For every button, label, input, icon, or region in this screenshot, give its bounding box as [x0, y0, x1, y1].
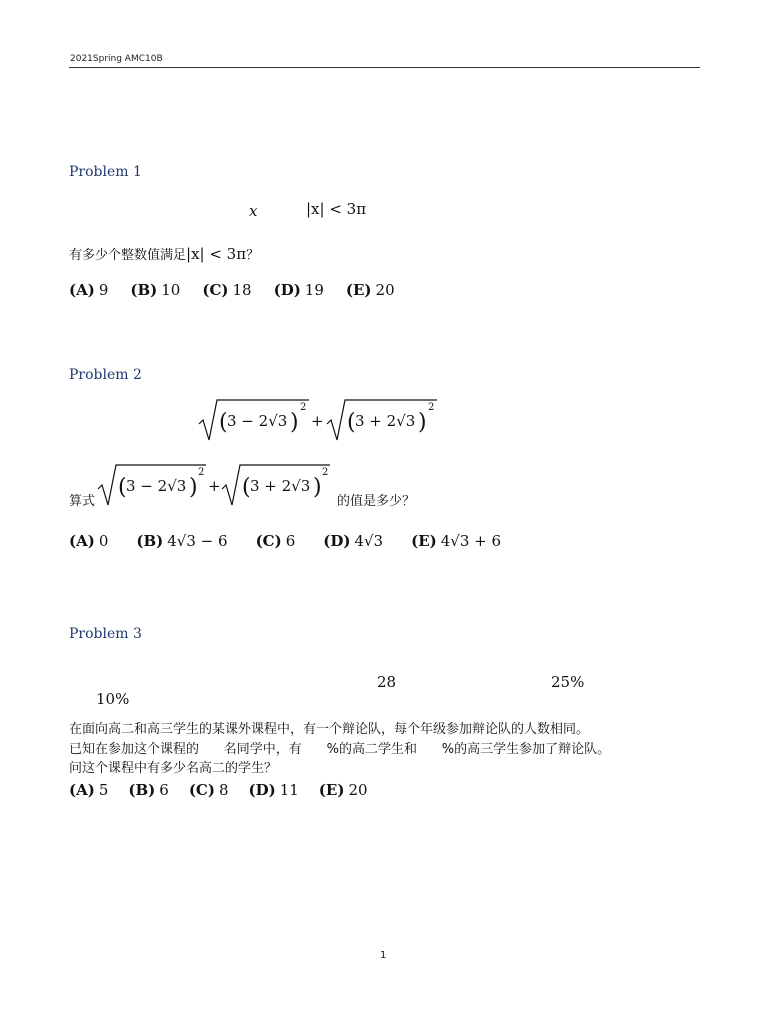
- choice-a[interactable]: (A) 9: [69, 281, 109, 299]
- problem-3-line-1: 在面向高二和高三学生的某课外课程中，有一个辩论队，每个年级参加辩论队的人数相同。: [69, 722, 590, 737]
- problem-1-choices: [69, 281, 417, 299]
- plus-sign: +: [311, 412, 324, 430]
- problem-2-term-1: 3 − 2√3: [227, 412, 288, 430]
- plus-sign: +: [208, 477, 221, 495]
- problem-2-inline-exponent-1: 2: [198, 467, 205, 478]
- problem-3-line-3: 问这个课程中有多少名高二的学生？: [69, 761, 278, 776]
- problem-3-choices: [69, 781, 390, 799]
- problem-1-display-variable: x: [249, 202, 258, 220]
- problem-3-line-2: 已知在参加这个课程的 名同学中，有 %的高二学生和 %的高三学生参加了辩论队。: [69, 742, 611, 757]
- problem-2-title: Problem 2: [69, 367, 142, 383]
- problem-1-statement: [69, 244, 259, 263]
- paren-open: (: [118, 475, 127, 500]
- paren-open: (: [347, 410, 356, 435]
- choice-e[interactable]: (E) 4√3 + 6: [411, 532, 502, 550]
- choice-d[interactable]: (D) 19: [273, 281, 324, 299]
- choice-e[interactable]: (E) 20: [318, 781, 368, 799]
- paren-close: ): [290, 410, 299, 435]
- problem-2-inline-term-1: 3 − 2√3: [126, 477, 187, 495]
- paren-close: ): [418, 410, 427, 435]
- paren-open: (: [242, 475, 251, 500]
- problem-2-text-prefix: 算式: [69, 494, 96, 509]
- paren-open: (: [219, 410, 228, 435]
- problem-2-inline-exponent-2: 2: [322, 467, 329, 478]
- choice-d[interactable]: (D) 4√3: [323, 532, 384, 550]
- choice-e[interactable]: (E) 20: [345, 281, 395, 299]
- paren-close: ): [189, 475, 198, 500]
- problem-3-title: Problem 3: [69, 626, 142, 642]
- paren-close: ): [313, 475, 322, 500]
- choice-b[interactable]: (B) 6: [128, 781, 169, 799]
- problem-2-text-suffix: 的值是多少？: [337, 494, 416, 509]
- problem-3-float-value-3: 10%: [96, 690, 130, 708]
- page-number: 1: [380, 950, 387, 961]
- problem-1-display-expression: |x| < 3π: [306, 200, 367, 218]
- problem-2-exponent-2: 2: [428, 402, 435, 413]
- choice-d[interactable]: (D) 11: [248, 781, 299, 799]
- problem-1-text-math: |x| < 3π: [186, 245, 247, 263]
- choice-c[interactable]: (C) 8: [188, 781, 229, 799]
- problem-2-inline-formula: [96, 463, 336, 509]
- problem-1-text-prefix: 有多少个整数值满足: [69, 248, 187, 263]
- choice-b[interactable]: (B) 4√3 − 6: [136, 532, 228, 550]
- problem-1-text-suffix: ？: [246, 248, 260, 263]
- problem-2-display-formula: [197, 398, 447, 444]
- problem-2-inline-term-2: 3 + 2√3: [250, 477, 311, 495]
- choice-a[interactable]: (A) 5: [69, 781, 109, 799]
- choice-b[interactable]: (B) 10: [130, 281, 181, 299]
- problem-3-float-value-1: 28: [377, 673, 397, 691]
- choice-c[interactable]: (C) 6: [255, 532, 296, 550]
- problem-2-term-2: 3 + 2√3: [355, 412, 416, 430]
- problem-2-exponent-1: 2: [300, 402, 307, 413]
- header-divider: [69, 67, 700, 68]
- header-title: 2021Spring AMC10B: [70, 54, 163, 64]
- problem-2-choices: [69, 532, 523, 550]
- problem-3-float-value-2: 25%: [551, 673, 585, 691]
- choice-c[interactable]: (C) 18: [202, 281, 252, 299]
- choice-a[interactable]: (A) 0: [69, 532, 109, 550]
- problem-1-title: Problem 1: [69, 164, 142, 180]
